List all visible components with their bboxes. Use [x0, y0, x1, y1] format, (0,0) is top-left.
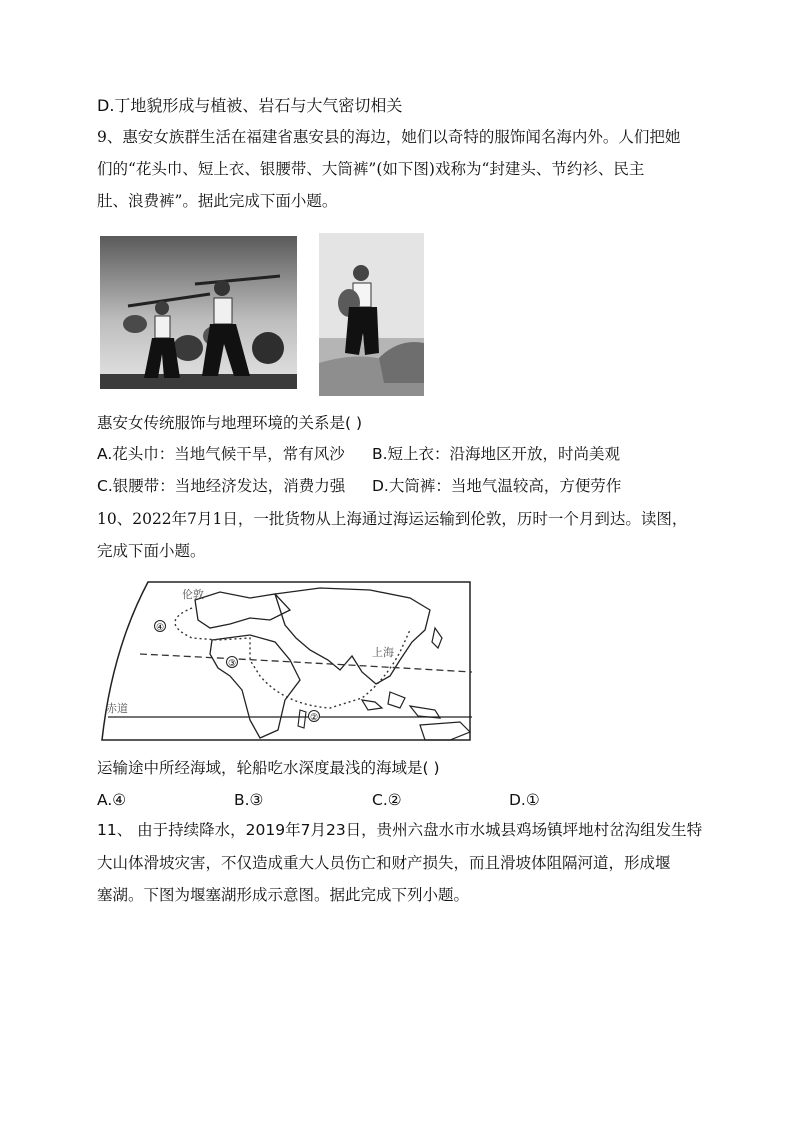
q11-stem-line2: 大山体滑坡灾害，不仅造成重大人员伤亡和财产损失，而且滑坡体阻隔河道，形成堰 — [97, 854, 671, 872]
q11-stem-line1: 11、 由于持续降水，2019年7月23日，贵州六盘水市水城县鸡场镇坪地村岔沟组发生特 — [97, 821, 703, 839]
q9-stem-line2: 们的“花头巾、短上衣、银腰带、大筒裤”(如下图)戏称为“封建头、节约衫、民主 — [97, 160, 645, 178]
q10-stem-line2: 完成下面小题。 — [97, 542, 206, 560]
q10-stem-line1: 10、2022年7月1日，一批货物从上海通过海运运输到伦敦，历时一个月到达。读图， — [97, 510, 688, 528]
q10-options-row — [97, 790, 697, 810]
q9-option-c[interactable]: C.银腰带：当地经济发达，消费力强 — [97, 477, 346, 495]
q9-option-d[interactable]: D.大筒裤：当地气温较高，方便劳作 — [372, 477, 622, 495]
q9-options-row2 — [97, 476, 697, 496]
q8-option-d: D.丁地貌形成与植被、岩石与大气密切相关 — [97, 96, 403, 115]
q10-question: 运输途中所经海域，轮船吃水深度最浅的海域是( ) — [97, 759, 440, 777]
map-marker-2: ② — [309, 713, 319, 723]
q9-option-a[interactable]: A.花头巾：当地气候干旱，常有风沙 — [97, 445, 345, 463]
map-label-shanghai: 上海 — [372, 646, 394, 659]
q9-stem-line1: 9、惠安女族群生活在福建省惠安县的海边，她们以奇特的服饰闻名海内外。人们把她 — [97, 128, 681, 146]
q10-option-d[interactable]: D.① — [509, 791, 540, 809]
q11-stem-line3: 塞湖。下图为堰塞湖形成示意图。据此完成下列小题。 — [97, 886, 470, 904]
huian-women-carrying-photo — [100, 236, 297, 389]
q9-options-row1 — [97, 444, 697, 464]
q9-question: 惠安女传统服饰与地理环境的关系是( ) — [97, 414, 363, 432]
huian-woman-basket-photo — [319, 233, 424, 396]
map-label-equator: 赤道 — [106, 702, 128, 715]
map-marker-3: ③ — [227, 659, 237, 669]
q10-option-c[interactable]: C.② — [372, 791, 402, 809]
shipping-route-map — [100, 580, 472, 742]
map-label-london: 伦敦 — [182, 588, 204, 601]
q10-option-a[interactable]: A.④ — [97, 791, 127, 809]
map-marker-4: ④ — [155, 623, 165, 633]
q10-option-b[interactable]: B.③ — [234, 791, 264, 809]
q9-option-b[interactable]: B.短上衣：沿海地区开放，时尚美观 — [372, 445, 621, 463]
q9-stem-line3: 肚、浪费裤”。据此完成下面小题。 — [97, 192, 338, 210]
